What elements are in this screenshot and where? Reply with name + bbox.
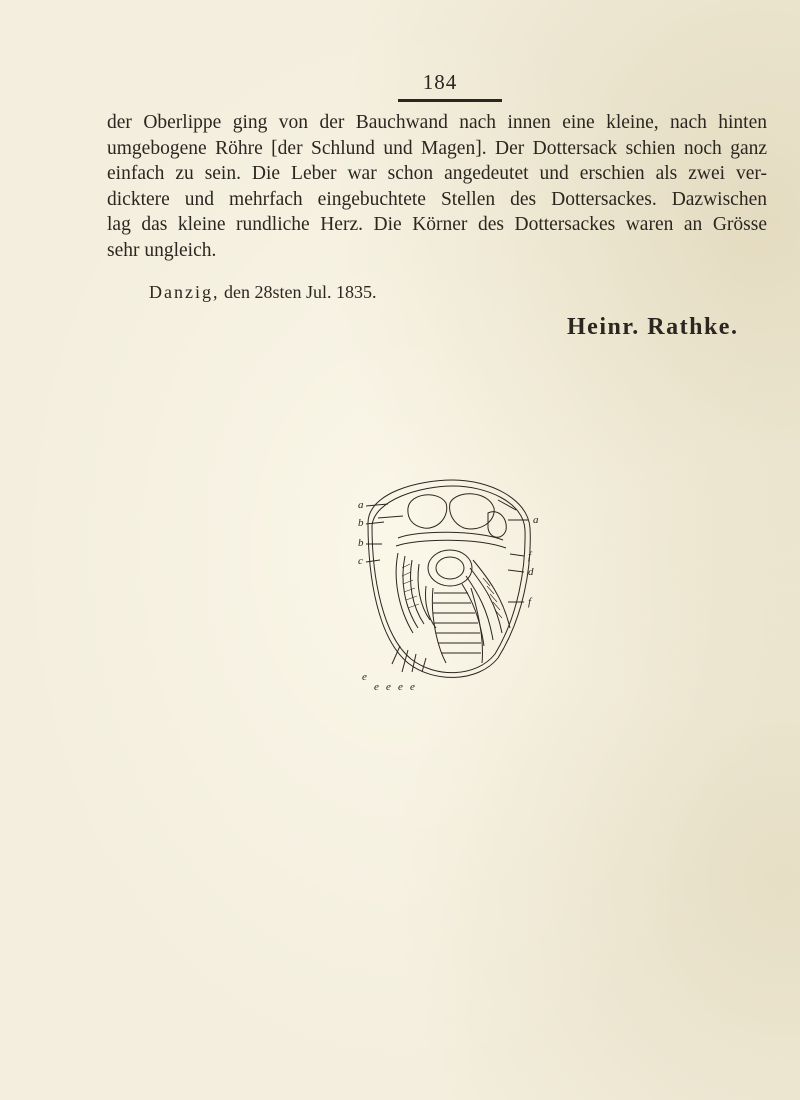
figure-label-left-2: b: [358, 517, 364, 529]
figure-label-right-1: a: [533, 514, 539, 526]
figure-label-bottom-3: e: [398, 681, 403, 693]
dateline: [149, 282, 376, 303]
author-signature: Heinr. Rathke.: [567, 314, 739, 340]
body-line: dicktere und mehrfach eingebuchtete Stellen des Dottersackes. Dazwischen: [107, 188, 767, 210]
body-line: der Oberlippe ging von der Bauchwand nach innen eine kleine, nach hinten: [107, 112, 767, 133]
page-number: 184: [422, 70, 458, 94]
embryo-drawing: [338, 468, 558, 698]
figure-label-left-3: b: [358, 537, 364, 549]
body-line: sehr ungleich.: [107, 239, 217, 261]
figure-label-corner: e: [362, 671, 367, 683]
body-line: umgebogene Röhre [der Schlund und Magen]. Der Dottersack schien noch ganz: [107, 137, 767, 159]
body-paragraph: [107, 110, 767, 263]
embryo-illustration: [338, 468, 558, 698]
figure-label-left-4: c: [358, 555, 363, 567]
header-rule: [398, 99, 502, 102]
dateline-date: den 28sten Jul. 1835.: [223, 282, 377, 302]
figure-label-right-4: f: [528, 596, 532, 608]
figure-label-bottom-1: e: [374, 681, 379, 693]
figure-label-left-1: a: [358, 499, 364, 511]
figure-label-right-3: d: [528, 566, 534, 578]
body-line: lag das kleine rundliche Herz. Die Körner des Dottersackes waren an Grösse: [107, 214, 767, 235]
dateline-place: Danzig,: [149, 282, 220, 302]
body-line: einfach zu sein. Die Leber war schon angedeutet und erschien als zwei ver-: [107, 163, 767, 184]
figure-label-right-2: f: [528, 550, 532, 562]
figure-label-bottom-4: e: [410, 681, 415, 693]
figure-label-bottom-2: e: [386, 681, 391, 693]
